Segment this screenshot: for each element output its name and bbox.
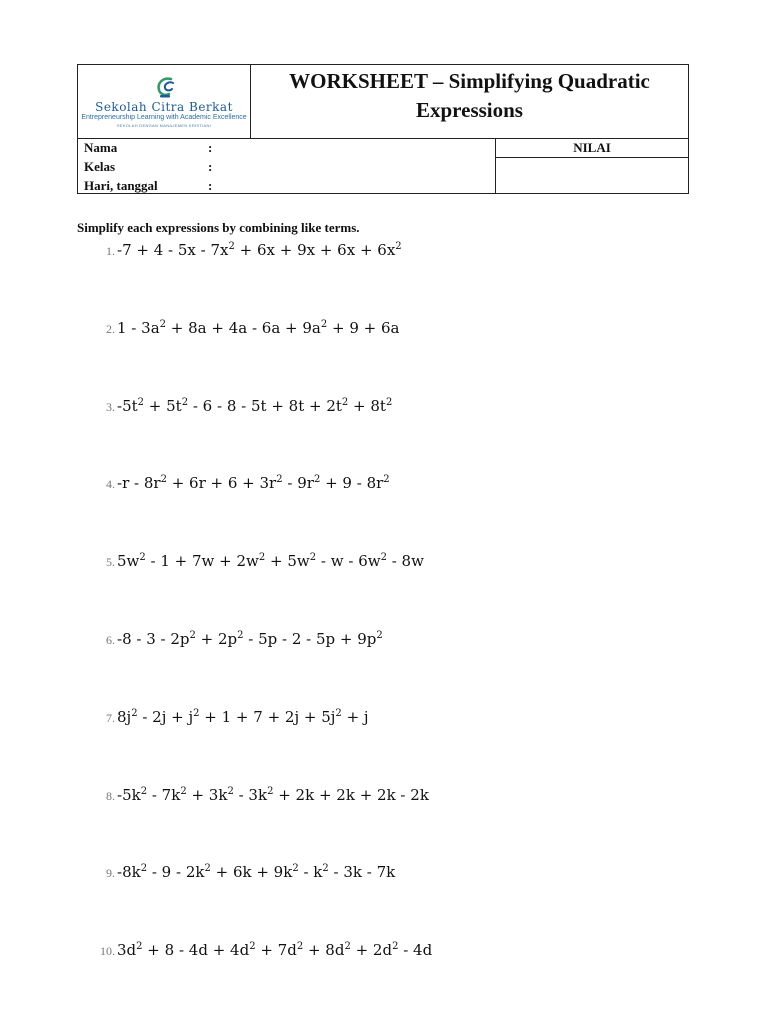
score-label: NILAI: [496, 139, 688, 158]
exponent: 2: [383, 474, 390, 486]
school-name: Sekolah Citra Berkat: [95, 100, 233, 114]
exponent: 2: [380, 552, 387, 564]
problem-expression: $-8 - 3 - 2p^2 + 2p^2 - 5p - 2 - 5p + 9p^2$: [117, 630, 383, 648]
problem-9: [88, 862, 395, 881]
problem-6: [88, 629, 383, 648]
problem-8: [88, 785, 429, 804]
exponent: 2: [140, 863, 148, 875]
school-emblem-icon: [153, 75, 177, 99]
field-label: Hari, tanggal: [84, 178, 158, 193]
problem-expression: $8j^2 - 2j + j^2 + 1 + 7 + 2j + 5j^2 + j$: [117, 707, 369, 726]
problem-5: [88, 551, 424, 570]
problem-number: 9.: [106, 866, 115, 881]
exponent: 2: [227, 785, 234, 797]
student-info: [78, 139, 496, 193]
exponent: 2: [309, 552, 317, 564]
exponent: 2: [189, 630, 196, 641]
instructions: Simplify each expressions by combining like terms.: [77, 220, 360, 235]
exponent: 2: [335, 707, 342, 719]
field-separator: :: [208, 140, 213, 155]
exponent: 2: [296, 941, 304, 953]
problem-7: [88, 707, 369, 726]
problem-expression: $-5k^2 - 7k^2 + 3k^2 - 3k^2 + 2k + 2k + 2k - 2k$: [117, 785, 429, 804]
exponent: 2: [320, 318, 328, 330]
exponent: 2: [204, 863, 211, 875]
problem-1: [88, 240, 402, 259]
field-kelas: [84, 158, 212, 176]
school-subtitle: SEKOLAH DENGAN MANAJEMEN KRISTIANI: [116, 123, 212, 128]
school-tagline: Entrepreneurship Learning with Academic Excellence: [81, 114, 247, 121]
problem-expression: $1 - 3a^2 + 8a + 4a - 6a + 9a^2 + 9 + 6a$: [117, 318, 400, 337]
problem-10: [88, 940, 432, 959]
exponent: 2: [376, 630, 383, 641]
exponent: 2: [344, 941, 351, 953]
worksheet-title-line1: WORKSHEET – Simplifying Quadratic: [289, 69, 650, 93]
exponent: 2: [193, 707, 200, 719]
problem-number: 4.: [106, 477, 115, 492]
field-nama: [84, 139, 212, 157]
problem-number: 3.: [106, 399, 115, 414]
problem-4: [88, 473, 390, 492]
exponent: 2: [395, 241, 402, 252]
worksheet-title-line2: Expressions: [416, 98, 523, 122]
problem-expression: $-5t^2 + 5t^2 - 6 - 8 - 5t + 8t + 2t^2 + 8t^2$: [117, 396, 393, 415]
problem-expression: $3d^2 + 8 - 4d + 4d^2 + 7d^2 + 8d^2 + 2d^2 - 4d$: [117, 941, 433, 960]
exponent: 2: [267, 785, 274, 797]
exponent: 2: [140, 785, 148, 797]
exponent: 2: [313, 474, 321, 486]
field-label: Nama: [84, 140, 118, 155]
exponent: 2: [237, 630, 244, 641]
field-hari-tanggal: [84, 177, 212, 195]
field-separator: :: [208, 178, 213, 193]
exponent: 2: [228, 241, 235, 252]
exponent: 2: [385, 396, 393, 408]
exponent: 2: [139, 552, 146, 564]
exponent: 2: [322, 863, 329, 875]
problem-expression: $-8k^2 - 9 - 2k^2 + 6k + 9k^2 - k^2 - 3k - 7k$: [117, 863, 396, 882]
problem-number: 2.: [106, 321, 115, 336]
school-logo: [78, 65, 251, 138]
exponent: 2: [249, 941, 256, 953]
exponent: 2: [160, 474, 167, 486]
exponent: 2: [180, 785, 187, 797]
exponent: 2: [292, 863, 299, 875]
exponent: 2: [341, 396, 349, 408]
field-label: Kelas: [84, 159, 116, 174]
exponent: 2: [392, 941, 399, 953]
field-separator: :: [208, 159, 213, 174]
problem-3: [88, 396, 392, 415]
problem-number: 10.: [100, 944, 115, 959]
problem-number: 6.: [106, 633, 115, 647]
problem-2: [88, 318, 400, 337]
header-table: [77, 64, 689, 194]
problem-expression: $5w^2 - 1 + 7w + 2w^2 + 5w^2 - w - 6w^2 - 8w$: [117, 552, 424, 571]
exponent: 2: [159, 318, 167, 330]
problem-expression: $-r - 8r^2 + 6r + 6 + 3r^2 - 9r^2 + 9 - 8r^2$: [117, 474, 390, 493]
exponent: 2: [137, 396, 145, 408]
worksheet-title: [251, 65, 688, 138]
exponent: 2: [258, 552, 266, 564]
problem-number: 7.: [106, 710, 115, 725]
exponent: 2: [136, 941, 143, 953]
problem-number: 5.: [106, 555, 115, 570]
exponent: 2: [276, 474, 283, 486]
problem-expression: $-7 + 4 - 5x - 7x^2 + 6x + 9x + 6x + 6x^2$: [117, 241, 402, 259]
exponent: 2: [131, 707, 138, 719]
exponent: 2: [181, 396, 189, 408]
problem-number: 1.: [106, 244, 115, 258]
problem-number: 8.: [106, 788, 115, 803]
